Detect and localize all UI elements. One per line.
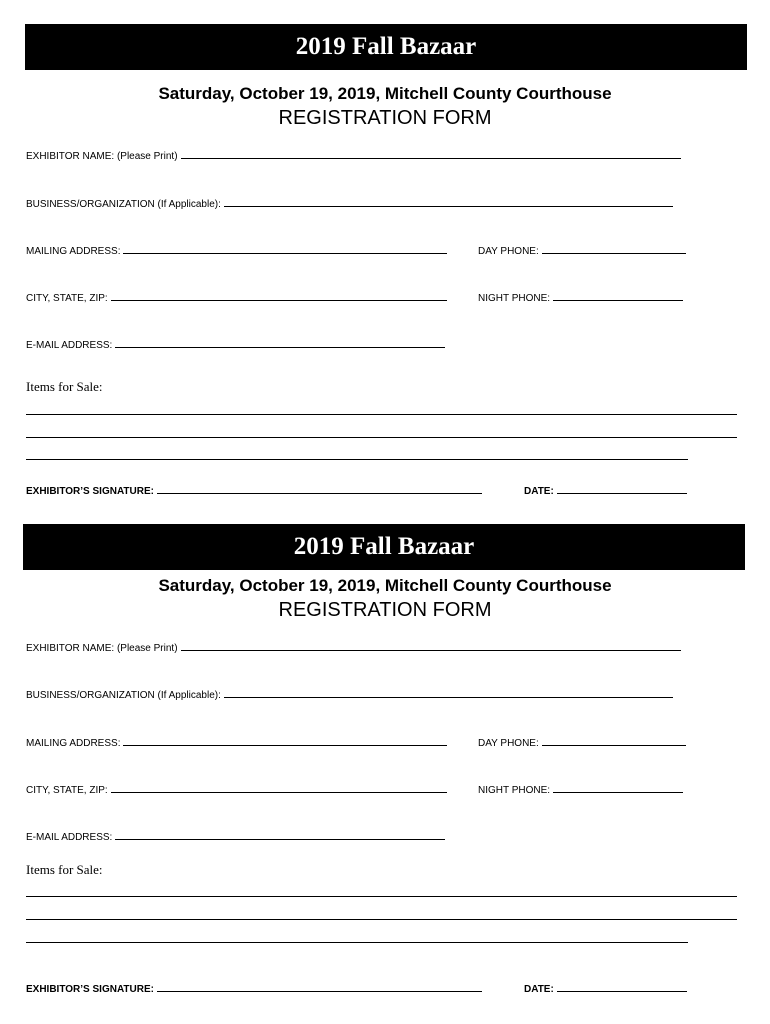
email-line[interactable] <box>115 830 445 840</box>
city-state-zip-field[interactable] <box>26 783 447 796</box>
items-line-2[interactable] <box>26 918 737 920</box>
day-phone-line[interactable] <box>542 736 686 746</box>
business-label: BUSINESS/ORGANIZATION (If Applicable): <box>26 199 221 210</box>
signature-field[interactable] <box>26 484 482 497</box>
city-state-zip-line[interactable] <box>111 291 447 301</box>
mailing-address-line[interactable] <box>123 244 447 254</box>
night-phone-line[interactable] <box>553 291 683 301</box>
date-line[interactable] <box>557 484 687 494</box>
exhibitor-name-line[interactable] <box>181 149 681 159</box>
date-line[interactable] <box>557 982 687 992</box>
night-phone-field[interactable] <box>478 291 683 304</box>
form-title: REGISTRATION FORM <box>278 107 492 129</box>
day-phone-label: DAY PHONE: <box>478 738 539 749</box>
business-line[interactable] <box>224 688 673 698</box>
night-phone-field[interactable] <box>478 783 683 796</box>
items-line-3[interactable] <box>26 458 688 460</box>
event-subtitle: Saturday, October 19, 2019, Mitchell County Courthouse <box>158 576 612 595</box>
night-phone-label: NIGHT PHONE: <box>478 785 551 796</box>
date-label: DATE: <box>524 984 554 995</box>
city-state-zip-line[interactable] <box>111 783 447 793</box>
day-phone-field[interactable] <box>478 736 686 749</box>
items-line-1[interactable] <box>26 413 737 415</box>
email-field[interactable] <box>26 338 445 351</box>
business-line[interactable] <box>224 197 673 207</box>
signature-label: EXHIBITOR’S SIGNATURE: <box>26 486 154 497</box>
event-subtitle: Saturday, October 19, 2019, Mitchell County Courthouse <box>158 84 612 103</box>
date-field[interactable] <box>524 484 687 497</box>
night-phone-label: NIGHT PHONE: <box>478 293 551 304</box>
business-field[interactable] <box>26 688 673 701</box>
signature-field[interactable] <box>26 982 482 995</box>
items-for-sale-label: Items for Sale: <box>26 862 103 877</box>
date-label: DATE: <box>524 486 554 497</box>
banner-title: 2019 Fall Bazaar <box>25 24 747 70</box>
day-phone-line[interactable] <box>542 244 686 254</box>
exhibitor-name-line[interactable] <box>181 641 681 651</box>
signature-label: EXHIBITOR’S SIGNATURE: <box>26 984 154 995</box>
mailing-address-line[interactable] <box>123 736 447 746</box>
email-field[interactable] <box>26 830 445 843</box>
mailing-address-label: MAILING ADDRESS: <box>26 738 121 749</box>
city-state-zip-label: CITY, STATE, ZIP: <box>26 293 108 304</box>
exhibitor-name-label: EXHIBITOR NAME: (Please Print) <box>26 643 178 654</box>
signature-line[interactable] <box>157 484 482 494</box>
business-label: BUSINESS/ORGANIZATION (If Applicable): <box>26 690 221 701</box>
city-state-zip-field[interactable] <box>26 291 447 304</box>
items-for-sale-label: Items for Sale: <box>26 379 103 394</box>
mailing-address-label: MAILING ADDRESS: <box>26 246 121 257</box>
night-phone-line[interactable] <box>553 783 683 793</box>
email-label: E-MAIL ADDRESS: <box>26 340 113 351</box>
form-title: REGISTRATION FORM <box>278 599 492 621</box>
email-line[interactable] <box>115 338 445 348</box>
date-field[interactable] <box>524 982 687 995</box>
items-line-2[interactable] <box>26 436 737 438</box>
mailing-address-field[interactable] <box>26 244 447 257</box>
email-label: E-MAIL ADDRESS: <box>26 832 113 843</box>
exhibitor-name-field[interactable] <box>26 149 681 162</box>
business-field[interactable] <box>26 197 673 210</box>
items-line-3[interactable] <box>26 941 688 943</box>
signature-line[interactable] <box>157 982 482 992</box>
exhibitor-name-label: EXHIBITOR NAME: (Please Print) <box>26 151 178 162</box>
banner-title: 2019 Fall Bazaar <box>23 524 745 570</box>
day-phone-label: DAY PHONE: <box>478 246 539 257</box>
exhibitor-name-field[interactable] <box>26 641 681 654</box>
city-state-zip-label: CITY, STATE, ZIP: <box>26 785 108 796</box>
day-phone-field[interactable] <box>478 244 686 257</box>
mailing-address-field[interactable] <box>26 736 447 749</box>
items-line-1[interactable] <box>26 895 737 897</box>
